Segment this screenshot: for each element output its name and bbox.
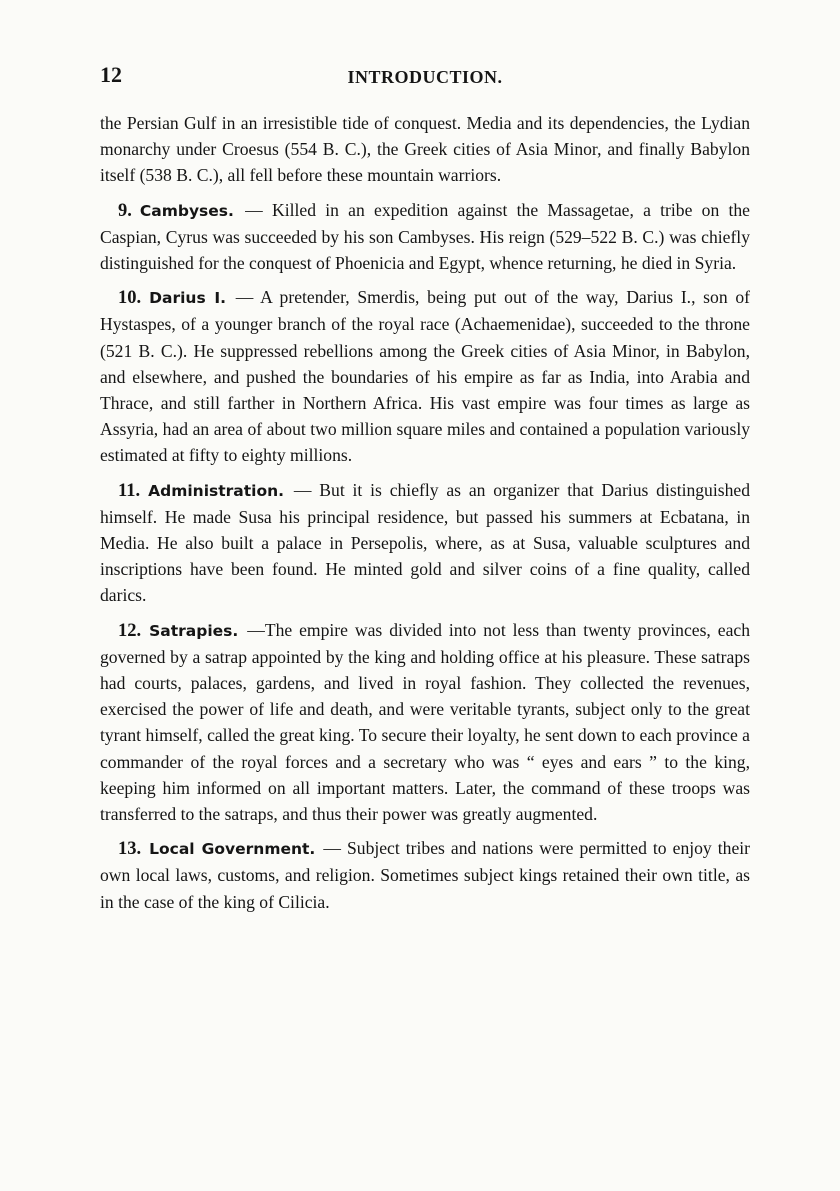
- paragraph-continuation: [100, 110, 750, 189]
- section-heading: Local Government.: [149, 840, 316, 859]
- paragraph-text: — Killed in an expedition against the Massagetae, a tribe on the Caspian, Cyrus was succeeded by his son Cambyses. His reign (529–522 B. C.) was chiefly distinguished for the conquest of Phoenicia and Egypt, whence returning, he died in Syria.: [100, 199, 750, 274]
- paragraph-darius: [100, 284, 750, 468]
- running-title: INTRODUCTION.: [347, 67, 503, 87]
- paragraph-text: —The empire was divided into not less than twenty provinces, each governed by a satrap appointed by the king and holding office at his pleasure. These satraps had courts, palaces, gardens, and lived in royal fashion. They collected the revenues, exercised the power of life and death, and were veritable tyrants, subject only to the great tyrant himself, called the great king. To secure their loyalty, he sent down to each province a commander of the royal forces and a secretary who was “ eyes and ears ” to the king, keeping him informed on all important matters. Later, the command of these troops was transferred to the satraps, and thus their power was greatly augmented.: [100, 619, 750, 825]
- section-heading: Satrapies.: [149, 621, 239, 640]
- book-page: [100, 62, 750, 923]
- section-number: 12.: [118, 620, 142, 641]
- paragraph-cambyses: [100, 197, 750, 277]
- section-number: 10.: [118, 288, 142, 309]
- paragraph-text: — But it is chiefly as an organizer that Darius distinguished himself. He made Susa his principal residence, but passed his summers at Ecbatana, in Media. He also built a palace in Persepolis, where, as at Susa, valuable sculptures and inscriptions have been found. He minted gold and silver coins of a fine quality, called darics.: [100, 479, 750, 606]
- page-number: 12: [100, 62, 122, 87]
- page-header: [100, 62, 750, 92]
- paragraph-text: — Subject tribes and nations were permitted to enjoy their own local laws, customs, and religion. Sometimes subject kings retained their own title, as in the case of the king of Cilicia.: [100, 838, 750, 912]
- section-number: 9.: [118, 200, 132, 221]
- paragraph-local-government: [100, 835, 750, 915]
- section-heading: Darius I.: [149, 289, 227, 308]
- section-number: 11.: [118, 480, 141, 501]
- section-heading: Cambyses.: [139, 201, 234, 220]
- paragraph-text: the Persian Gulf in an irresistible tide of conquest. Media and its dependencies, the Lydian monarchy under Croesus (554 B. C.), the Greek cities of Asia Minor, and finally Babylon itself (538 B. C.), all fell before these mountain warriors.: [100, 113, 750, 186]
- paragraph-text: — A pretender, Smerdis, being put out of the way, Darius I., son of Hystaspes, of a younger branch of the royal race (Achaemenidae), succeeded to the throne (521 B. C.). He suppressed rebellions among the Greek cities of Asia Minor, in Babylon, and elsewhere, and pushed the boundaries of his empire as far as India, into Arabia and Thrace, and still farther in Northern Africa. His vast empire was four times as large as Assyria, had an area of about two million square miles and contained a population variously estimated at fifty to eighty millions.: [100, 287, 750, 466]
- paragraph-satrapies: [100, 617, 750, 828]
- section-number: 13.: [118, 839, 142, 860]
- section-heading: Administration.: [148, 481, 285, 500]
- paragraph-administration: [100, 477, 750, 609]
